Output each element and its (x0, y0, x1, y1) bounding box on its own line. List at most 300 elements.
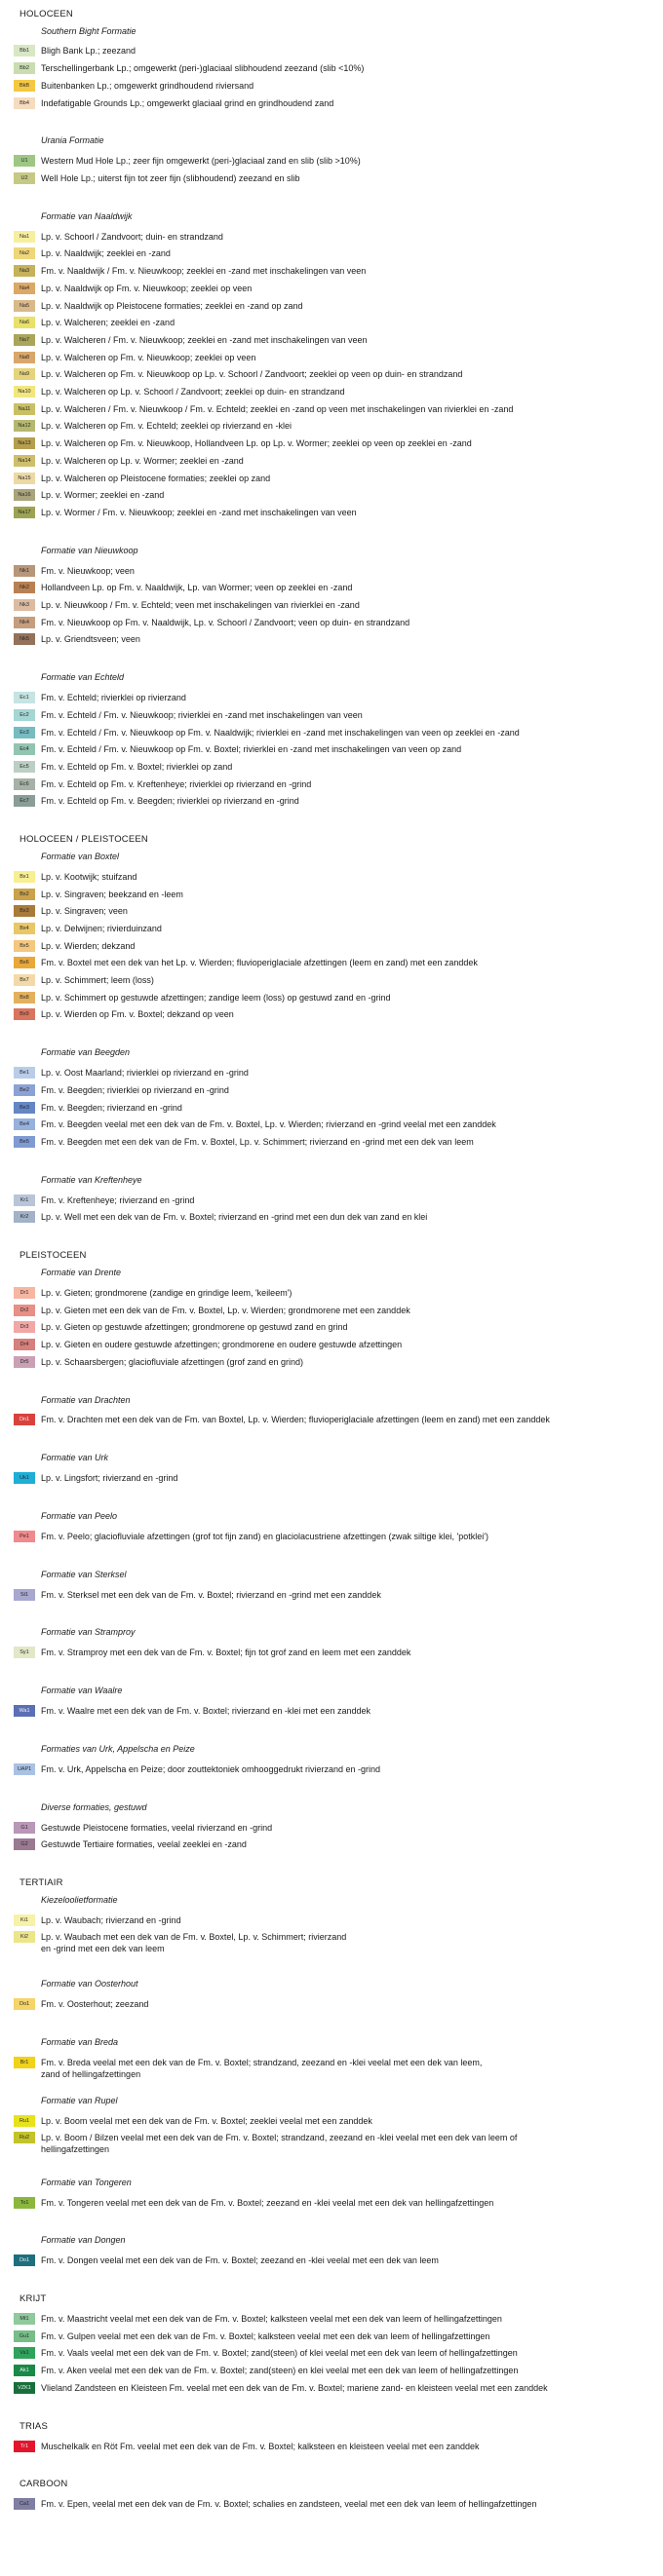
legend-swatch: Na1 (14, 231, 35, 243)
formation-title: Formatie van Oosterhout (41, 1979, 138, 1989)
legend-row (0, 2330, 663, 2344)
legend-row (0, 489, 663, 503)
legend-label-line: Lp. v. Well met een dek van de Fm. v. Boxtel; rivierzand en -grind met een dun dek van zand en klei (41, 1212, 428, 1222)
legend-swatch: Na17 (14, 507, 35, 518)
formation-title: Kiezeloolietformatie (41, 1895, 118, 1905)
legend-row (0, 2132, 663, 2154)
legend-label (41, 871, 136, 883)
legend-label-line: Fm. v. Echteld / Fm. v. Nieuwkoop; rivierklei en -zand met inschakelingen van veen (41, 710, 363, 720)
legend-label-line: Lp. v. Gieten; grondmorene (zandige en grindige leem, 'keileem') (41, 1288, 292, 1298)
legend-label (41, 1305, 410, 1316)
legend-label-line: Lp. v. Walcheren op Fm. v. Nieuwkoop, Hollandveen Lp. op Lp. v. Wormer; zeeklei op veen op zeeklei en -zand (41, 438, 472, 448)
legend-swatch: Be3 (14, 1102, 35, 1114)
legend-row (0, 172, 663, 186)
legend-row (0, 2313, 663, 2327)
legend-swatch: Dr2 (14, 1305, 35, 1316)
legend-row (0, 455, 663, 469)
legend-swatch: Gu1 (14, 2330, 35, 2342)
legend-label-line: Lp. v. Waubach; rivierzand en -grind (41, 1915, 181, 1925)
legend-row (0, 1067, 663, 1080)
legend-swatch: Tr1 (14, 2441, 35, 2452)
legend-label-line: Lp. v. Schimmert; leem (loss) (41, 975, 154, 985)
legend-row (0, 795, 663, 809)
legend-swatch: Na12 (14, 420, 35, 432)
legend-label (41, 2347, 518, 2359)
legend-row (0, 507, 663, 520)
legend-label-line: Lp. v. Lingsfort; rivierzand en -grind (41, 1473, 178, 1483)
legend-label-line: Lp. v. Wierden; dekzand (41, 941, 136, 951)
legend-row (0, 2197, 663, 2211)
legend-swatch: Bx7 (14, 974, 35, 986)
legend-swatch: Na3 (14, 265, 35, 277)
legend-row (0, 352, 663, 365)
legend-swatch: Bb1 (14, 45, 35, 57)
legend-label (41, 62, 364, 74)
legend-label (41, 1838, 247, 1850)
legend-row (0, 231, 663, 245)
legend-label-line: Fm. v. Boxtel met een dek van het Lp. v. Wierden; fluvioperiglaciale afzettingen (leem en zand) met een zanddek (41, 958, 478, 967)
legend-label (41, 80, 254, 92)
legend-label-line: Lp. v. Oost Maarland; rivierklei op rivierzand en -grind (41, 1068, 249, 1078)
legend-row (0, 403, 663, 417)
legend-row (0, 265, 663, 279)
formation-title: Urania Formatie (41, 135, 104, 145)
legend-label-line: Lp. v. Walcheren op Fm. v. Nieuwkoop op Lp. v. Schoorl / Zandvoort; zeeklei op veen op duin- en strandzand (41, 369, 463, 379)
legend-label (41, 437, 472, 449)
legend-swatch: Ki2 (14, 1931, 35, 1943)
legend-row (0, 2057, 663, 2079)
legend-swatch: G1 (14, 1822, 35, 1834)
legend-label-line: Fm. v. Beegden; rivierzand en -grind (41, 1103, 182, 1113)
legend-swatch: Kr2 (14, 1211, 35, 1223)
legend-row (0, 300, 663, 314)
legend-label-line: Fm. v. Aken veelal met een dek van de Fm. v. Boxtel; zand(steen) en klei veelal met een dek van leem of hellingafzettingen (41, 2366, 519, 2375)
legend-label (41, 2365, 518, 2376)
legend-label-line: Fm. v. Epen, veelal met een dek van de Fm. v. Boxtel; schalies en zandsteen, veelal met een dek van leem of hellingafzettingen (41, 2499, 537, 2509)
legend-label (41, 317, 175, 328)
legend-row (0, 1339, 663, 1352)
legend-label-line: Fm. v. Sterksel met een dek van de Fm. v. Boxtel; rivierzand en -grind met een zanddek (41, 1590, 381, 1600)
legend-swatch: Bb2 (14, 62, 35, 74)
legend-row (0, 2498, 663, 2512)
legend-row (0, 1531, 663, 1544)
legend-row (0, 1822, 663, 1836)
legend-label-line: Lp. v. Walcheren op Lp. v. Schoorl / Zandvoort; zeeklei op duin- en strandzand (41, 387, 345, 397)
legend-row (0, 1118, 663, 1132)
legend-label (41, 2330, 489, 2342)
legend-label-line: Fm. v. Waalre met een dek van de Fm. v. Boxtel; rivierzand en -klei met een zanddek (41, 1706, 370, 1716)
legend-label-line: Lp. v. Singraven; beekzand en -leem (41, 890, 183, 899)
legend-row (0, 761, 663, 775)
legend-swatch: Bb4 (14, 97, 35, 109)
legend-swatch: Bx5 (14, 940, 35, 952)
legend-label (41, 45, 136, 57)
legend-label (41, 889, 183, 900)
legend-row (0, 1414, 663, 1427)
legend-row (0, 2441, 663, 2454)
legend-label (41, 974, 154, 986)
legend-swatch: Na11 (14, 403, 35, 415)
legend-label-line: Gestuwde Pleistocene formaties, veelal rivierzand en -grind (41, 1823, 273, 1833)
legend-label (41, 334, 368, 346)
legend-label (41, 489, 164, 501)
legend-swatch: Ak1 (14, 2365, 35, 2376)
legend-label-line: Gestuwde Tertiaire formaties, veelal zeeklei en -zand (41, 1839, 247, 1849)
legend-label (41, 172, 299, 184)
legend-label (41, 2498, 536, 2510)
formation-title: Formatie van Stramproy (41, 1627, 136, 1637)
legend-label (41, 761, 232, 773)
legend-row (0, 565, 663, 579)
legend-row (0, 386, 663, 399)
legend-label (41, 507, 357, 518)
legend-label (41, 1998, 148, 2010)
legend-row (0, 727, 663, 740)
legend-swatch: Dr5 (14, 1356, 35, 1368)
legend-swatch: Na6 (14, 317, 35, 328)
legend-label-line: Lp. v. Boom / Bilzen veelal met een dek van de Fm. v. Boxtel; strandzand, zeezand en -klei veelal met een dek van leem of (41, 2133, 518, 2142)
legend-label (41, 1084, 229, 1096)
legend-label-line: Fm. v. Echteld op Fm. v. Boxtel; rivierklei op zand (41, 762, 233, 772)
legend-label (41, 1287, 292, 1299)
legend-label (41, 2115, 372, 2127)
legend-row (0, 1321, 663, 1335)
legend-swatch: Bx1 (14, 871, 35, 883)
legend-label (41, 2254, 439, 2266)
legend-row (0, 940, 663, 954)
legend-label-line: Lp. v. Schaarsbergen; glaciofluviale afzettingen (grof zand en grind) (41, 1357, 303, 1367)
formation-title: Formatie van Kreftenheye (41, 1175, 142, 1185)
legend-swatch: Na9 (14, 368, 35, 380)
legend-row (0, 80, 663, 94)
legend-label (41, 283, 252, 294)
legend-swatch: Na7 (14, 334, 35, 346)
legend-label (41, 386, 345, 398)
formation-title: Formaties van Urk, Appelscha en Peize (41, 1744, 195, 1754)
legend-swatch: Ki1 (14, 1914, 35, 1926)
legend-label (41, 2197, 493, 2209)
legend-label-line: Fm. v. Naaldwijk / Fm. v. Nieuwkoop; zeeklei en -zand met inschakelingen van veen (41, 266, 367, 276)
legend-label (41, 795, 299, 807)
legend-row (0, 889, 663, 902)
legend-label (41, 1472, 177, 1484)
legend-row (0, 368, 663, 382)
legend-row (0, 617, 663, 630)
legend-row (0, 1136, 663, 1150)
legend-swatch: Ec5 (14, 761, 35, 773)
legend-swatch: Bx3 (14, 905, 35, 917)
legend-row (0, 1287, 663, 1301)
legend-swatch: VZK1 (14, 2382, 35, 2394)
legend-swatch: Bx2 (14, 889, 35, 900)
legend-row (0, 1998, 663, 2012)
legend-swatch: Na5 (14, 300, 35, 312)
legend-swatch: Ca1 (14, 2498, 35, 2510)
legend-label (41, 709, 363, 721)
legend-label-line: Lp. v. Gieten met een dek van de Fm. v. Boxtel, Lp. v. Wierden; grondmorene met een zanddek (41, 1306, 410, 1315)
legend-label-line: Fm. v. Echteld op Fm. v. Kreftenheye; rivierklei op rivierzand en -grind (41, 779, 312, 789)
legend-label-line: Lp. v. Wormer / Fm. v. Nieuwkoop; zeeklei en -zand met inschakelingen van veen (41, 508, 357, 517)
legend-label-line: Lp. v. Walcheren / Fm. v. Nieuwkoop / Fm. v. Echteld; zeeklei en -zand op veen met inschakelingen van rivierklei en -zand (41, 404, 514, 414)
legend-label (41, 247, 171, 259)
legend-label-line: Muschelkalk en Röt Fm. veelal met een dek van de Fm. v. Boxtel; kalksteen en kleisteen veelal met een zanddek (41, 2442, 480, 2451)
legend-row (0, 283, 663, 296)
legend-label-line: Fm. v. Echteld; rivierklei op rivierzand (41, 693, 186, 702)
legend-label (41, 97, 333, 109)
legend-label-line: Buitenbanken Lp.; omgewerkt grindhoudend riviersand (41, 81, 254, 91)
formation-title: Formatie van Peelo (41, 1511, 118, 1521)
legend-label (41, 403, 513, 415)
legend-label-line: Fm. v. Gulpen veelal met een dek van de Fm. v. Boxtel; kalksteen veelal met een dek van leem of hellingafzettingen (41, 2331, 490, 2341)
legend-swatch: Na10 (14, 386, 35, 398)
legend-label (41, 1647, 410, 1658)
legend-row (0, 2115, 663, 2129)
legend-label (41, 155, 361, 167)
legend-label-line: Lp. v. Kootwijk; stuifzand (41, 872, 137, 882)
legend-row (0, 437, 663, 451)
legend-row (0, 155, 663, 169)
legend-label-line: Fm. v. Beegden met een dek van de Fm. v. Boxtel, Lp. v. Schimmert; rivierzand en -grind met een dek van leem (41, 1137, 474, 1147)
legend-row (0, 1008, 663, 1022)
legend-row (0, 1838, 663, 1852)
formation-title: Formatie van Drachten (41, 1395, 131, 1405)
legend-row (0, 2365, 663, 2378)
legend-label (41, 473, 270, 484)
legend-swatch: Ru2 (14, 2132, 35, 2143)
formation-title: Southern Bight Formatie (41, 26, 136, 36)
legend-label-line: Fm. v. Nieuwkoop op Fm. v. Naaldwijk, Lp. v. Schoorl / Zandvoort; veen op duin- en strandzand (41, 618, 410, 627)
legend-label (41, 455, 244, 467)
legend-label (41, 1356, 303, 1368)
legend-label-line: Fm. v. Oosterhout; zeezand (41, 1999, 149, 2009)
legend-label (41, 265, 366, 277)
legend-swatch: Be2 (14, 1084, 35, 1096)
legend-row (0, 97, 663, 111)
legend-label (41, 743, 461, 755)
formation-title: Diverse formaties, gestuwd (41, 1802, 147, 1812)
legend-row (0, 420, 663, 434)
legend-label (41, 992, 391, 1004)
legend-row (0, 1647, 663, 1660)
legend-swatch: Be4 (14, 1118, 35, 1130)
formation-title: Formatie van Dongen (41, 2235, 126, 2245)
legend-swatch: Sy1 (14, 1647, 35, 1658)
legend-swatch: Do1 (14, 2254, 35, 2266)
legend-label-line: zand of hellingafzettingen (41, 2069, 141, 2079)
legend-swatch: U1 (14, 155, 35, 167)
legend-row (0, 1914, 663, 1928)
legend-swatch: St1 (14, 1589, 35, 1601)
legend-label-line: Lp. v. Gieten op gestuwde afzettingen; grondmorene op gestuwd zand en grind (41, 1322, 348, 1332)
legend-label (41, 2057, 482, 2080)
legend-swatch: Kr1 (14, 1194, 35, 1206)
legend-label-line: Lp. v. Nieuwkoop / Fm. v. Echteld; veen met inschakelingen van rivierklei en -zand (41, 600, 360, 610)
legend-row (0, 871, 663, 885)
formation-title: Formatie van Rupel (41, 2096, 118, 2105)
legend-label-line: Lp. v. Wormer; zeeklei en -zand (41, 490, 165, 500)
legend-label (41, 2382, 548, 2394)
formation-title: Formatie van Urk (41, 1453, 109, 1462)
legend-row (0, 1356, 663, 1370)
legend-label (41, 1118, 496, 1130)
legend-row (0, 1305, 663, 1318)
legend-label (41, 1211, 427, 1223)
legend-row (0, 1705, 663, 1719)
legend-row (0, 905, 663, 919)
legend-swatch: UAP1 (14, 1763, 35, 1775)
legend-swatch: Bx6 (14, 957, 35, 968)
legend-swatch: Na8 (14, 352, 35, 363)
legend-label-line: Terschellingerbank Lp.; omgewerkt (peri-)glaciaal slibhoudend zeezand (slib <10%) (41, 63, 365, 73)
legend-label-line: Fm. v. Kreftenheye; rivierzand en -grind (41, 1195, 195, 1205)
legend-label-line: Lp. v. Singraven; veen (41, 906, 128, 916)
section-header: TERTIAIR (20, 1877, 63, 1888)
legend-swatch: Nk5 (14, 633, 35, 645)
legend-label (41, 368, 462, 380)
legend-swatch: Be1 (14, 1067, 35, 1079)
legend-label (41, 778, 311, 790)
legend-label-line: Fm. v. Echteld / Fm. v. Nieuwkoop op Fm. v. Boxtel; rivierklei en -zand met inschakelingen van veen op zand (41, 744, 462, 754)
legend-label-line: Lp. v. Gieten en oudere gestuwde afzettingen; grondmorene en oudere gestuwde afzettingen (41, 1340, 403, 1349)
legend-label-line: Lp. v. Naaldwijk op Pleistocene formaties; zeeklei en -zand op zand (41, 301, 303, 311)
legend-swatch: Na16 (14, 489, 35, 501)
formation-title: Formatie van Drente (41, 1268, 122, 1277)
legend-label (41, 1914, 181, 1926)
legend-swatch: Ec7 (14, 795, 35, 807)
legend-row (0, 334, 663, 348)
legend-row (0, 778, 663, 792)
legend-swatch: Ec2 (14, 709, 35, 721)
legend-swatch: U2 (14, 172, 35, 184)
legend-label-line: Fm. v. Nieuwkoop; veen (41, 566, 135, 576)
legend-label (41, 692, 186, 703)
legend-label-line: Well Hole Lp.; uiterst fijn tot zeer fijn (slibhoudend) zeezand en slib (41, 173, 300, 183)
legend-row (0, 2347, 663, 2361)
legend-row (0, 62, 663, 76)
legend-row (0, 1194, 663, 1208)
legend-label (41, 565, 135, 577)
legend-row (0, 2254, 663, 2268)
legend-row (0, 709, 663, 723)
section-header: PLEISTOCEEN (20, 1250, 87, 1261)
legend-label-line: Fm. v. Peelo; glaciofluviale afzettingen (grof tot fijn zand) en glaciolacustriene afzettingen (zwak siltige klei, 'potklei') (41, 1532, 488, 1541)
legend-label-line: Lp. v. Schimmert op gestuwde afzettingen; zandige leem (loss) op gestuwd zand en -grind (41, 993, 391, 1003)
legend-label-line: Lp. v. Schoorl / Zandvoort; duin- en strandzand (41, 232, 223, 242)
legend-label-line: Lp. v. Waubach met een dek van de Fm. v. Boxtel, Lp. v. Schimmert; rivierzand (41, 1932, 347, 1942)
legend-label (41, 1194, 194, 1206)
legend-row (0, 633, 663, 647)
legend-label (41, 1589, 381, 1601)
legend-swatch: Va1 (14, 2347, 35, 2359)
legend-label (41, 633, 140, 645)
legend-swatch: Uk1 (14, 1472, 35, 1484)
legend-label (41, 923, 162, 934)
legend-row (0, 1763, 663, 1777)
legend-label (41, 599, 360, 611)
legend-label-line: Lp. v. Walcheren / Fm. v. Nieuwkoop; zeeklei en -zand met inschakelingen van veen (41, 335, 368, 345)
legend-label (41, 727, 520, 739)
legend-label-line: Fm. v. Vaals veelal met een dek van de Fm. v. Boxtel; zand(steen) of klei veelal met een dek van leem of hellingafzettingen (41, 2348, 518, 2358)
formation-title: Formatie van Nieuwkoop (41, 546, 138, 555)
legend-label (41, 1339, 402, 1350)
legend-swatch: Ec3 (14, 727, 35, 739)
legend-label-line: Bligh Bank Lp.; zeezand (41, 46, 136, 56)
legend-label-line: Hollandveen Lp. op Fm. v. Naaldwijk, Lp. van Wormer; veen op zeeklei en -zand (41, 583, 353, 592)
legend-label (41, 940, 135, 952)
legend-row (0, 473, 663, 486)
legend-swatch: Nk1 (14, 565, 35, 577)
legend-swatch: Dr3 (14, 1321, 35, 1333)
formation-title: Formatie van Tongeren (41, 2178, 132, 2187)
legend-label-line: Fm. v. Breda veelal met een dek van de Fm. v. Boxtel; strandzand, zeezand en -klei veelal met een dek van leem, (41, 2058, 483, 2067)
legend-label-line: Vlieland Zandsteen en Kleisteen Fm. veelal met een dek van de Fm. v. Boxtel; mariene zand- en kleisteen veelal met een zanddek (41, 2383, 548, 2393)
legend-label (41, 905, 128, 917)
legend-swatch: G2 (14, 1838, 35, 1850)
legend-label-line: Lp. v. Walcheren op Lp. v. Wormer; zeeklei en -zand (41, 456, 244, 466)
legend-label-line: Lp. v. Naaldwijk op Fm. v. Nieuwkoop; zeeklei op veen (41, 284, 253, 293)
legend-swatch: Dr4 (14, 1339, 35, 1350)
legend-label-line: Lp. v. Naaldwijk; zeeklei en -zand (41, 248, 171, 258)
legend-row (0, 974, 663, 988)
legend-swatch: Mt1 (14, 2313, 35, 2325)
legend-label (41, 582, 352, 593)
legend-swatch: BkB (14, 80, 35, 92)
legend-row (0, 45, 663, 58)
legend-swatch: Na14 (14, 455, 35, 467)
legend-label (41, 1763, 380, 1775)
legend-label-line: Fm. v. Stramproy met een dek van de Fm. v. Boxtel; fijn tot grof zand en leem met een zanddek (41, 1648, 411, 1657)
legend-label-line: Fm. v. Drachten met een dek van de Fm. van Boxtel, Lp. v. Wierden; fluvioperiglaciale afzettingen (leem en zand) met een zanddek (41, 1415, 550, 1424)
legend-label-line: Fm. v. Dongen veelal met een dek van de Fm. v. Boxtel; zeezand en -klei veelal met een dek van leem (41, 2255, 439, 2265)
legend-label-line: Indefatigable Grounds Lp.; omgewerkt glaciaal grind en grindhoudend zand (41, 98, 334, 108)
legend-swatch: Nk4 (14, 617, 35, 628)
legend-label (41, 1136, 474, 1148)
legend-swatch: Bx8 (14, 992, 35, 1004)
legend-label-line: Western Mud Hole Lp.; zeer fijn omgewerkt (peri-)glaciaal zand en slib (slib >10%) (41, 156, 361, 166)
legend-row (0, 923, 663, 936)
legend-label (41, 2313, 502, 2325)
legend-label-line: Lp. v. Griendtsveen; veen (41, 634, 140, 644)
formation-title: Formatie van Waalre (41, 1686, 123, 1695)
legend-label (41, 420, 292, 432)
legend-row (0, 992, 663, 1005)
legend-swatch: Ec4 (14, 743, 35, 755)
legend-label (41, 1822, 272, 1834)
legend-swatch: Oo1 (14, 1998, 35, 2010)
legend-row (0, 1084, 663, 1098)
legend-label (41, 1705, 370, 1717)
legend-label (41, 2441, 480, 2452)
section-header: HOLOCEEN (20, 9, 73, 19)
legend-label-line: Lp. v. Boom veelal met een dek van de Fm. v. Boxtel; zeeklei veelal met een zanddek (41, 2116, 372, 2126)
legend-row (0, 743, 663, 757)
legend-label (41, 1102, 182, 1114)
formation-title: Formatie van Boxtel (41, 852, 120, 861)
legend-row (0, 1589, 663, 1603)
legend-label-line: Lp. v. Delwijnen; rivierduinzand (41, 924, 162, 933)
section-header: KRIJT (20, 2293, 47, 2304)
legend-swatch: Dr1 (14, 1287, 35, 1299)
legend-row (0, 1472, 663, 1486)
legend-row (0, 582, 663, 595)
legend-row (0, 957, 663, 970)
legend-label (41, 1931, 346, 1954)
legend-row (0, 2382, 663, 2396)
legend-swatch: Ec1 (14, 692, 35, 703)
legend-label-line: Lp. v. Walcheren; zeeklei en -zand (41, 318, 176, 327)
legend-label-line: Lp. v. Wierden op Fm. v. Boxtel; dekzand op veen (41, 1009, 234, 1019)
legend-label-line: Lp. v. Walcheren op Pleistocene formaties; zeeklei op zand (41, 474, 271, 483)
